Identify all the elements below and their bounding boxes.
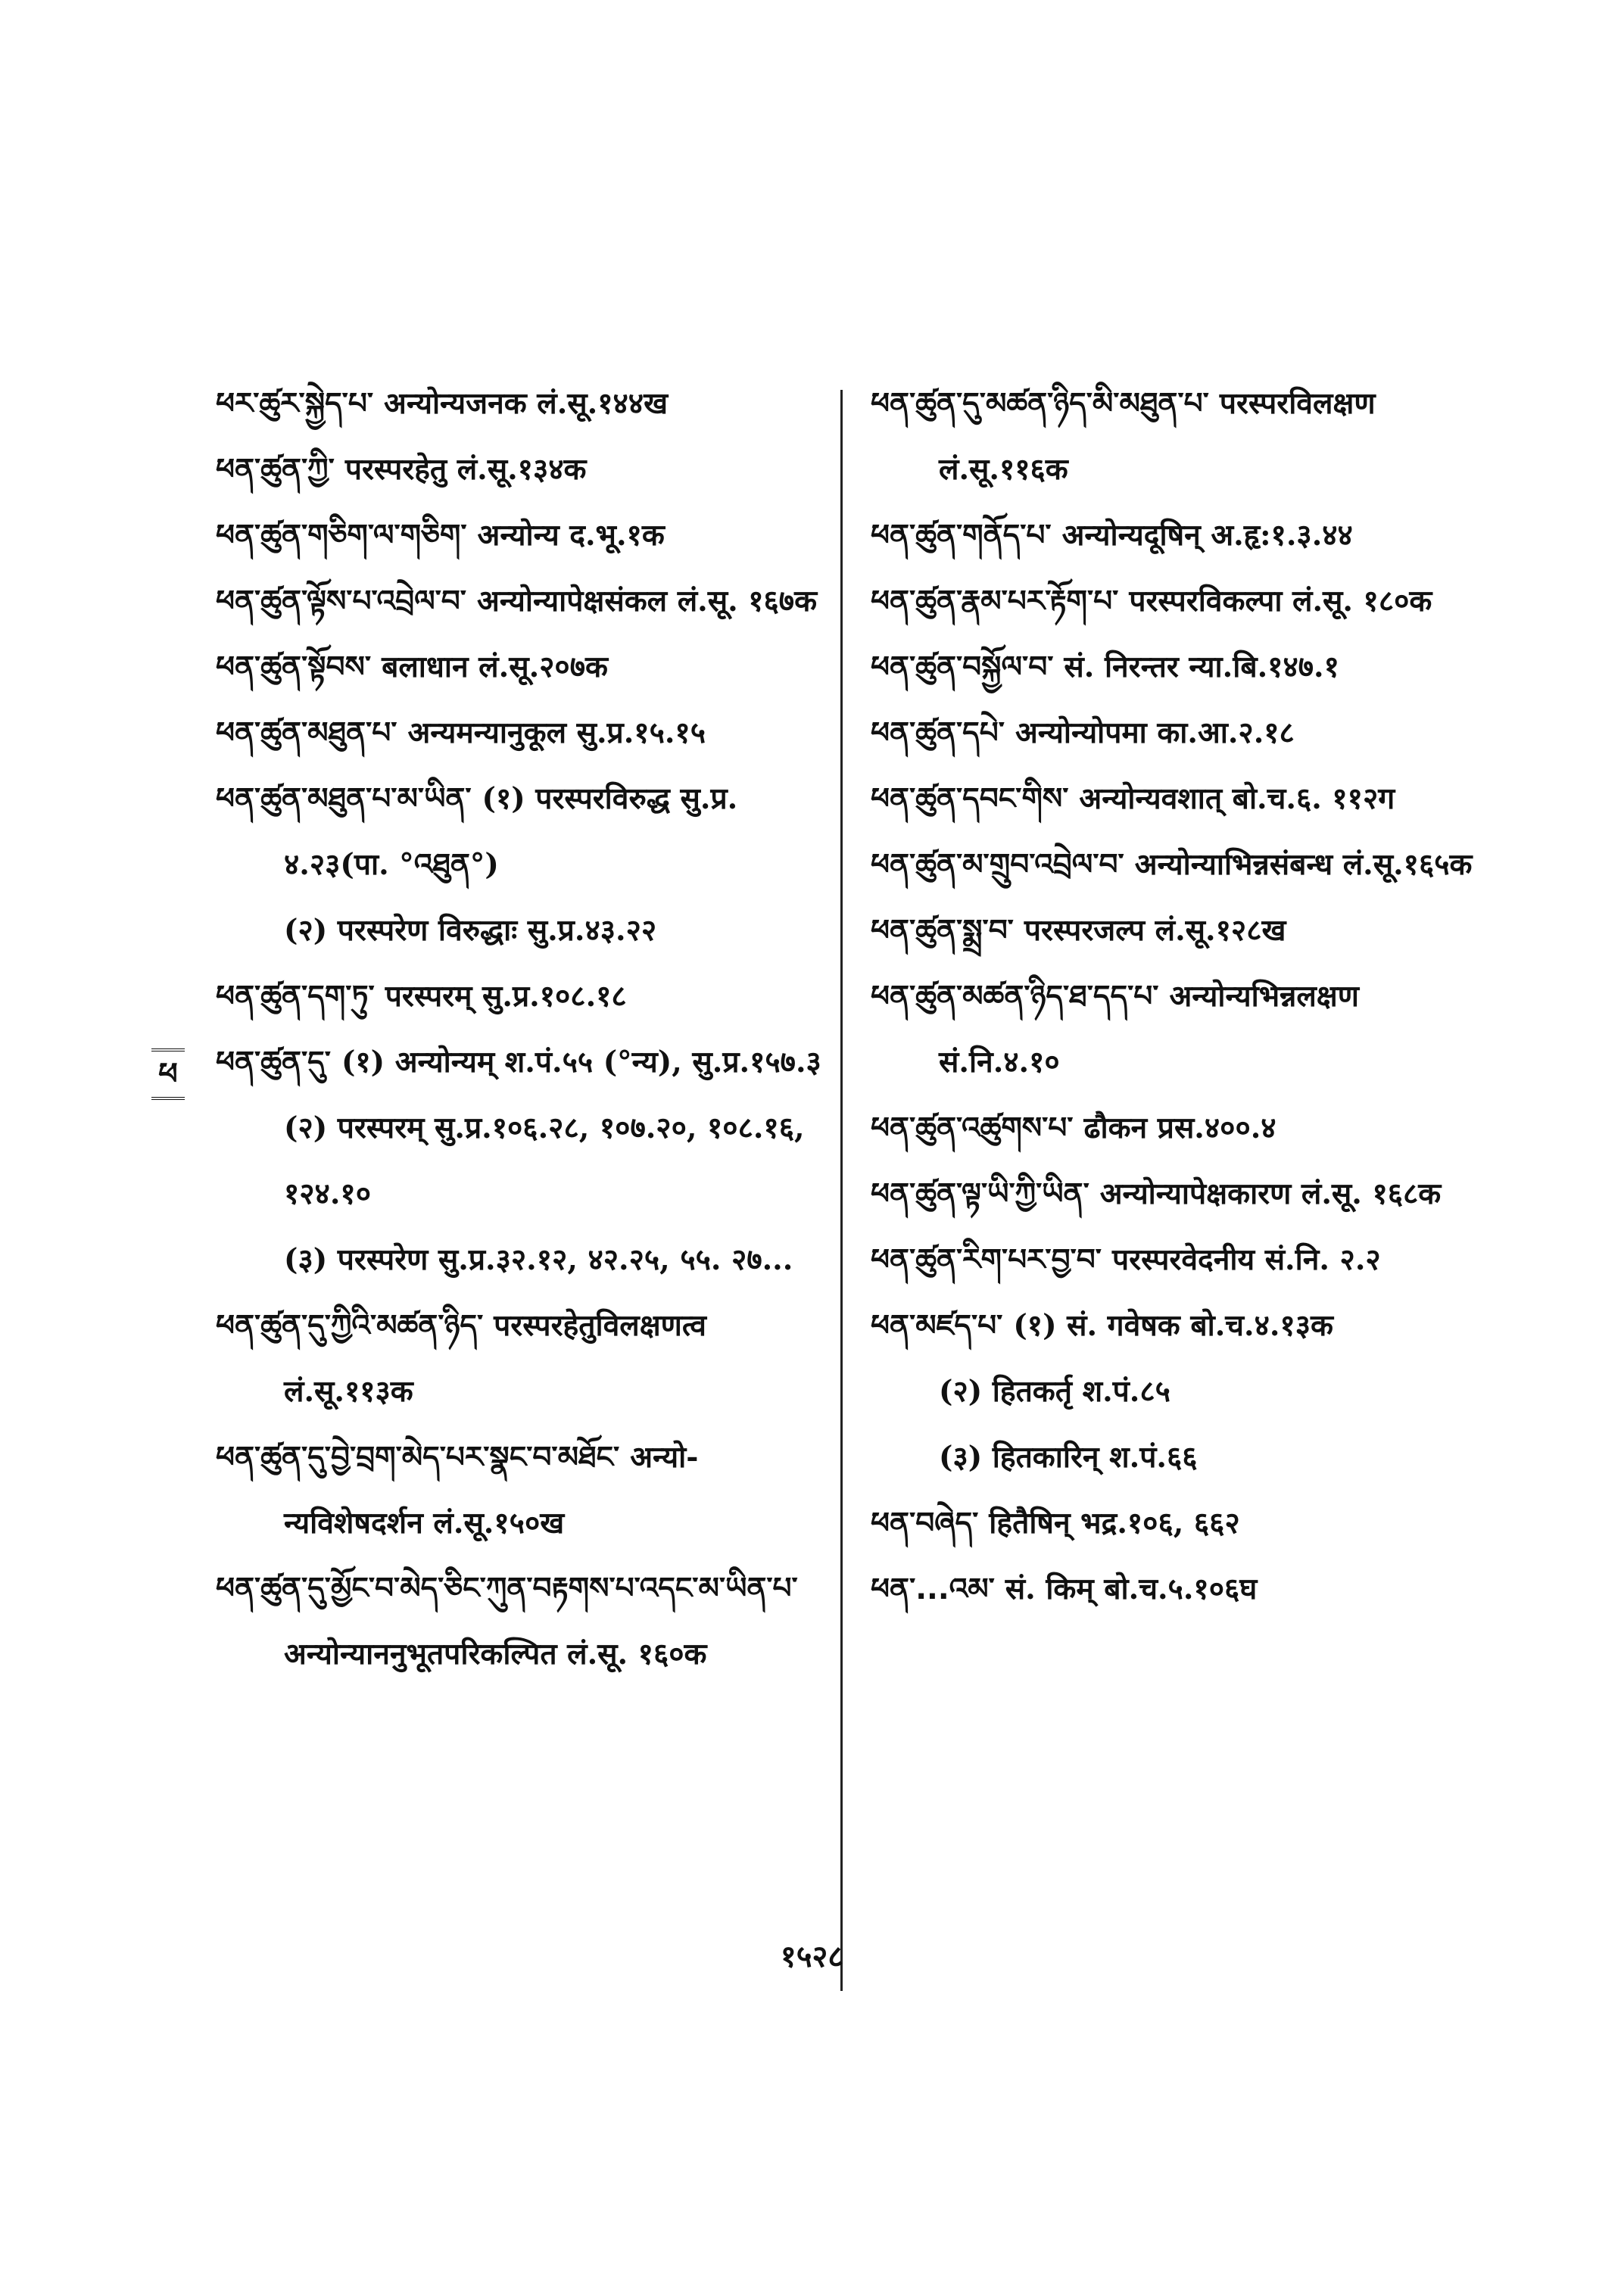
dictionary-entry bbox=[871, 700, 1499, 766]
sanskrit-gloss: (२) परस्परेण विरुद्धाः सु.प्र.४३.२२ bbox=[284, 913, 657, 948]
tibetan-headword: ཕན་བཞེད་ bbox=[871, 1506, 979, 1541]
sanskrit-gloss: अन्योन्योपमा का.आ.२.१८ bbox=[1015, 715, 1295, 750]
dictionary-entry bbox=[871, 503, 1499, 569]
tibetan-headword: ཕན་ཚུན་དུ་མཚན་ཉིད་མི་མཐུན་པ་ bbox=[871, 387, 1209, 421]
sanskrit-gloss: परस्परविलक्षण लं.सू.११६क bbox=[939, 386, 1376, 487]
sanskrit-gloss: ढौकन प्रस.४००.४ bbox=[1083, 1111, 1276, 1145]
sanskrit-gloss: अन्योन्य द.भू.१क bbox=[477, 518, 665, 553]
dictionary-entry bbox=[216, 898, 837, 964]
tibetan-headword: ཕར་ཚུར་སྐྱེད་པ་ bbox=[216, 387, 374, 421]
sanskrit-gloss: अन्योन्यदूषिन् अ.हृ:१.३.४४ bbox=[1061, 518, 1353, 553]
dictionary-entry bbox=[871, 1095, 1499, 1161]
dictionary-entry bbox=[871, 964, 1499, 1095]
tibetan-headword: ཕན་...འམ་ bbox=[871, 1572, 995, 1606]
sanskrit-gloss: (२) परस्परम् सु.प्र.१०६.२८, १०७.२०, १०८.१६, १२४.१० bbox=[284, 1111, 805, 1211]
dictionary-entry bbox=[216, 1095, 837, 1227]
dictionary-entry bbox=[216, 371, 837, 437]
dictionary-entry bbox=[871, 832, 1499, 898]
dictionary-entry bbox=[216, 766, 837, 898]
sanskrit-gloss: अन्योन्यवशात् बो.च.६. ११२ग bbox=[1079, 781, 1395, 816]
dictionary-entry bbox=[216, 503, 837, 569]
tibetan-headword: ཕན་ཚུན་ལྟ་ཡི་ཀྱི་ཡིན་ bbox=[871, 1177, 1089, 1211]
dictionary-entry bbox=[871, 1359, 1499, 1425]
tibetan-headword: ཕན་ཚུན་སྟོབས་ bbox=[216, 650, 372, 684]
sanskrit-gloss: (२) हितकर्तृ श.पं.८५ bbox=[939, 1374, 1170, 1409]
column-divider bbox=[840, 390, 843, 1991]
sanskrit-gloss: परस्परविकल्पा लं.सू. १८०क bbox=[1129, 584, 1432, 618]
tibetan-headword: ཕན་ཚུན་དུ་བྱེ་བྲག་མེད་པར་སྣང་བ་མཐོང་ bbox=[216, 1441, 620, 1475]
sanskrit-gloss: परस्परवेदनीय सं.नि. २.२ bbox=[1111, 1242, 1381, 1277]
dictionary-entry bbox=[871, 634, 1499, 700]
tibetan-headword: ཕན་ཚུན་དབང་གིས་ bbox=[871, 782, 1069, 816]
dictionary-entry bbox=[216, 700, 837, 766]
tibetan-headword: ཕན་ཚུན་མ་གྲུབ་འབྲེལ་བ་ bbox=[871, 848, 1124, 882]
tibetan-headword: ཕན་ཚུན་དཔེ་ bbox=[871, 716, 1005, 750]
sanskrit-gloss: सं. किम् बो.च.५.१०६घ bbox=[1005, 1572, 1258, 1606]
tibetan-headword: ཕན་ཚུན་འཚུགས་པ་ bbox=[871, 1111, 1074, 1145]
tibetan-headword: ཕན་ཚུན་མཐུན་པ་མ་ཡིན་ bbox=[216, 782, 472, 816]
sanskrit-gloss: परस्परहेतुविलक्षणत्व लं.सू.११३क bbox=[284, 1308, 706, 1409]
sanskrit-gloss: परस्परम् सु.प्र.१०८.१८ bbox=[385, 979, 627, 1014]
tibetan-headword: ཕན་ཚུན་དུ་མྱོང་བ་མེད་ཅིང་ཀུན་བརྟགས་པ་འདང་མ་ཡིན་པ་ bbox=[216, 1572, 798, 1606]
dictionary-entry bbox=[871, 1491, 1499, 1556]
tibetan-headword: ཕན་ཚུན་མཐུན་པ་ bbox=[216, 716, 397, 750]
dictionary-entry bbox=[871, 1227, 1499, 1293]
left-column bbox=[216, 371, 837, 1687]
dictionary-entry bbox=[871, 569, 1499, 634]
sanskrit-gloss: (१) सं. गवेषक बो.च.४.१३क bbox=[1013, 1308, 1333, 1343]
dictionary-entry bbox=[871, 371, 1499, 503]
tibetan-headword: ཕན་ཚུན་དུ་ bbox=[216, 1045, 331, 1080]
sanskrit-gloss: बलाधान लं.सू.२०७क bbox=[382, 650, 608, 684]
sanskrit-gloss: (१) अन्योन्यम् श.पं.५५ (°न्य), सु.प्र.१५७.३ bbox=[341, 1045, 821, 1080]
dictionary-entry bbox=[216, 1556, 837, 1687]
sanskrit-gloss: हितैषिन् भद्र.१०६, ६६२ bbox=[989, 1506, 1240, 1541]
dictionary-entry bbox=[871, 1161, 1499, 1227]
sanskrit-gloss: अन्यो-न्यविशेषदर्शन लं.सू.१५०ख bbox=[284, 1440, 699, 1541]
sanskrit-gloss: (१) परस्परविरुद्ध सु.प्र. ४.२३(पा. °འཐུན°) bbox=[284, 781, 738, 882]
sanskrit-gloss: अन्योन्यापेक्षकारण लं.सू. १६८क bbox=[1099, 1176, 1442, 1211]
section-marker: ཕ bbox=[151, 1048, 185, 1100]
dictionary-entry bbox=[871, 766, 1499, 832]
sanskrit-gloss: अन्योन्यजनक लं.सू.१४४ख bbox=[384, 386, 668, 421]
tibetan-headword: ཕན་ཚུན་བསྐྱོལ་བ་ bbox=[871, 650, 1054, 684]
sanskrit-gloss: अन्योन्यापेक्षसंकल लं.सू. १६७क bbox=[477, 584, 818, 618]
tibetan-headword: ཕན་ཚུན་མཚན་ཉིད་ཐ་དད་པ་ bbox=[871, 980, 1159, 1014]
sanskrit-gloss: (३) हितकारिन् श.पं.६६ bbox=[939, 1440, 1198, 1475]
dictionary-entry bbox=[871, 898, 1499, 964]
dictionary-entry bbox=[871, 1293, 1499, 1359]
page-number: १५२८ bbox=[780, 1939, 844, 1974]
dictionary-entry bbox=[216, 569, 837, 634]
sanskrit-gloss: (३) परस्परेण सु.प्र.३२.१२, ४२.२५, ५५. २७... bbox=[284, 1242, 793, 1277]
tibetan-headword: ཕན་མཛད་པ་ bbox=[871, 1309, 1003, 1343]
dictionary-entry bbox=[216, 1030, 837, 1095]
dictionary-entry bbox=[216, 437, 837, 503]
tibetan-headword: ཕན་ཚུན་སྨྲ་བ་ bbox=[871, 914, 1014, 948]
sanskrit-gloss: सं. निरन्तर न्या.बि.१४७.१ bbox=[1064, 650, 1339, 684]
dictionary-entry bbox=[871, 1556, 1499, 1622]
tibetan-headword: ཕན་ཚུན་དག་ཏུ་ bbox=[216, 980, 375, 1014]
sanskrit-gloss: परस्परजल्प लं.सू.१२८ख bbox=[1024, 913, 1286, 948]
dictionary-entry bbox=[216, 1425, 837, 1556]
tibetan-headword: ཕན་ཚུན་ལྟོས་པ་འབྲེལ་བ་ bbox=[216, 584, 466, 618]
right-column bbox=[871, 371, 1499, 1622]
dictionary-entry bbox=[216, 1293, 837, 1425]
tibetan-headword: ཕན་ཚུན་ཀྱི་ bbox=[216, 453, 335, 487]
tibetan-headword: ཕན་ཚུན་རྣམ་པར་རྟོག་པ་ bbox=[871, 584, 1119, 618]
dictionary-entry bbox=[216, 1227, 837, 1293]
dictionary-entry bbox=[216, 964, 837, 1030]
tibetan-headword: ཕན་ཚུན་གནོད་པ་ bbox=[871, 519, 1052, 553]
dictionary-entry bbox=[216, 634, 837, 700]
sanskrit-gloss: अन्योन्याननुभूतपरिकल्पित लं.सू. १६०क bbox=[284, 1637, 707, 1671]
tibetan-headword: ཕན་ཚུན་དུ་ཀྱིའི་མཚན་ཉིད་ bbox=[216, 1309, 484, 1343]
sanskrit-gloss: अन्योन्याभिन्नसंबन्ध लं.सू.१६५क bbox=[1134, 847, 1473, 882]
dictionary-entry bbox=[871, 1425, 1499, 1491]
tibetan-headword: ཕན་ཚུན་རིག་པར་བྱ་བ་ bbox=[871, 1243, 1102, 1277]
tibetan-headword: ཕན་ཚུན་གཅིག་ལ་གཅིག་ bbox=[216, 519, 467, 553]
sanskrit-gloss: अन्योन्यभिन्नलक्षण सं.नि.४.१० bbox=[939, 979, 1359, 1080]
sanskrit-gloss: अन्यमन्यानुकूल सु.प्र.१५.१५ bbox=[407, 715, 706, 750]
sanskrit-gloss: परस्परहेतु लं.सू.१३४क bbox=[344, 452, 587, 487]
